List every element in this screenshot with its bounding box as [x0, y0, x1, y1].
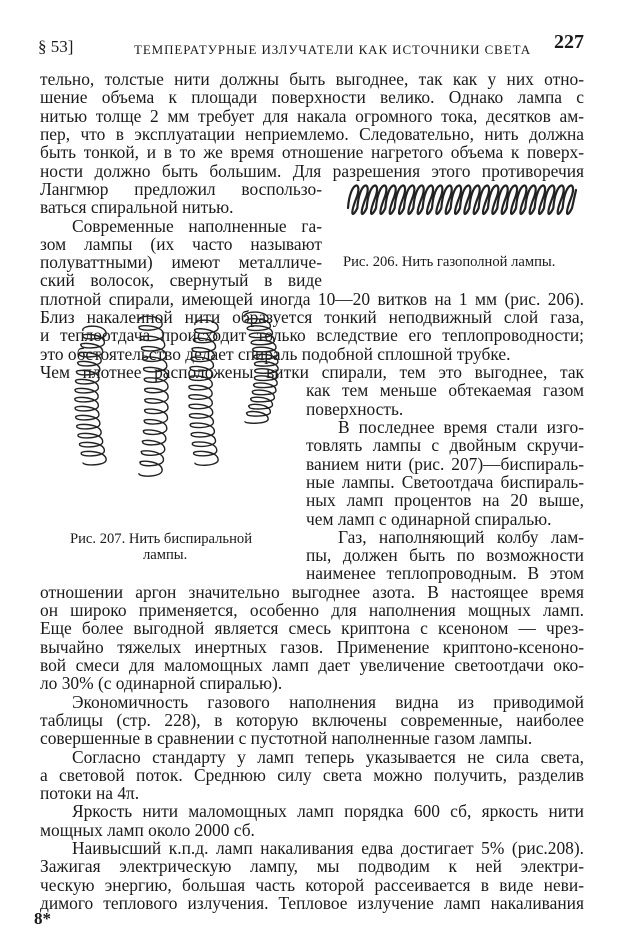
body-line: чем ламп с одинарной спиралью.	[306, 508, 552, 529]
body-line: Яркость нити маломощных ламп порядка 600 сб, яркость нити	[72, 801, 584, 822]
body-line: вычайно тяжелых инертных газов. Применение криптоно-ксеноно-	[40, 636, 584, 657]
printer-signature: 8*	[34, 909, 51, 928]
body-line: ных ламп процентов на 20 выше,	[306, 490, 584, 511]
body-line: тельно, толстые нити должны быть выгоднее, так как у них отно-	[40, 69, 584, 89]
body-line: димого теплового излучения. Тепловое излучение ламп накаливания	[40, 893, 584, 913]
body-line: зом лампы (их часто называют	[40, 233, 322, 254]
body-line: Согласно стандарту у ламп теперь указывается не сила света,	[72, 746, 584, 767]
body-line: товлять лампы с двойным скручи-	[306, 435, 584, 456]
body-line: ности должно быть большим. Для разрешения этого противоречия	[40, 160, 584, 181]
figure-207-biscoil	[60, 307, 290, 477]
body-line: таблицы (стр. 228), в которую включены современные, наиболее	[40, 709, 584, 730]
figure-206-caption: Рис. 206. Нить газополной лампы.	[343, 254, 556, 271]
body-line: вой смеси для маломощных ламп дает увеличение светоотдачи око-	[40, 655, 584, 675]
body-line: ло 30% (с одинарной спиралью).	[40, 673, 283, 694]
body-line: нитью толще 2 мм требует для накала огромного тока, десятков ам-	[40, 105, 584, 126]
body-line: полуваттными) имеют металличе-	[40, 252, 322, 273]
body-line: поверхность.	[306, 398, 404, 419]
body-line: Еще более выгодной является смесь криптона с ксеноном — чрез-	[40, 618, 584, 639]
header-section: § 53]	[38, 37, 74, 56]
body-line: пер, что в эксплуатации неприемлемо. Следовательно, нить должна	[40, 123, 584, 144]
body-line: Наивысший к.п.д. ламп накаливания едва достигает 5% (рис.208).	[72, 838, 584, 859]
body-line: Лангмюр предложил воспользо-	[40, 178, 322, 199]
body-line: Экономичность газового наполнения видна из приводимой	[72, 691, 584, 712]
body-line: Современные наполненные га-	[72, 215, 322, 236]
body-line: ные лампы. Светоотдача биспираль-	[306, 471, 584, 492]
body-line: Зажигая электрическую лампу, мы подводим к ней электри-	[40, 856, 584, 877]
body-line: отношении аргон значительно выгоднее азота. В настоящее время	[40, 581, 584, 602]
body-line: ческую энергию, большая часть которой рассеивается в виде неви-	[40, 874, 584, 895]
body-line: ский волосок, свернутый в виде	[40, 270, 322, 291]
figure-206-coil	[340, 174, 580, 224]
body-line: шение объема к площади поверхности велико. Однако лампа с	[40, 87, 584, 108]
body-line: наименее теплопроводным. В этом	[306, 563, 584, 584]
body-line: Близ накаленной нити образуется тонкий неподвижный слой газа,	[40, 307, 584, 327]
body-line: плотной спирали, имеющей иногда 10—20 витков на 1 мм (рис. 206).	[40, 288, 584, 309]
body-line: как тем меньше обтекаемая газом	[306, 380, 584, 401]
body-line: быть тонкой, и в то же время отношение нагретого объема к поверх-	[40, 142, 584, 163]
body-line: ванием нити (рис. 207)—биспираль-	[306, 453, 584, 474]
body-line: это обстоятельство делает спираль подобной сплошной трубке.	[40, 343, 511, 364]
body-line: Чем плотнее расположены витки спирали, тем это выгоднее, так	[40, 362, 584, 382]
header-title: ТЕМПЕРАТУРНЫЕ ИЗЛУЧАТЕЛИ КАК ИСТОЧНИКИ СВЕТА	[134, 42, 532, 57]
body-line: и теплоотдача происходит только вследствие его теплопроводности;	[40, 325, 584, 346]
body-line: потоки на 4π.	[40, 783, 140, 804]
figure-207-caption-line1: Рис. 207. Нить биспиральной	[70, 530, 253, 547]
body-line: В последнее время стали изго-	[338, 416, 584, 437]
body-line: ваться спиральной нитью.	[40, 197, 234, 218]
body-line: мощных ламп около 2000 сб.	[40, 819, 255, 840]
figure-207-caption-line2: лампы.	[143, 547, 188, 564]
body-line: совершенные в сравнении с пустотной наполненные газом лампы.	[40, 728, 533, 749]
body-line: а световой поток. Среднюю силу света можно получить, разделив	[40, 764, 584, 785]
body-line: он широко применяется, особенно для наполнения мощных ламп.	[40, 600, 584, 620]
body-line: Газ, наполняющий колбу лам-	[338, 526, 584, 547]
body-line: пы, должен быть по возможности	[306, 545, 584, 566]
page-number: 227	[554, 31, 584, 53]
